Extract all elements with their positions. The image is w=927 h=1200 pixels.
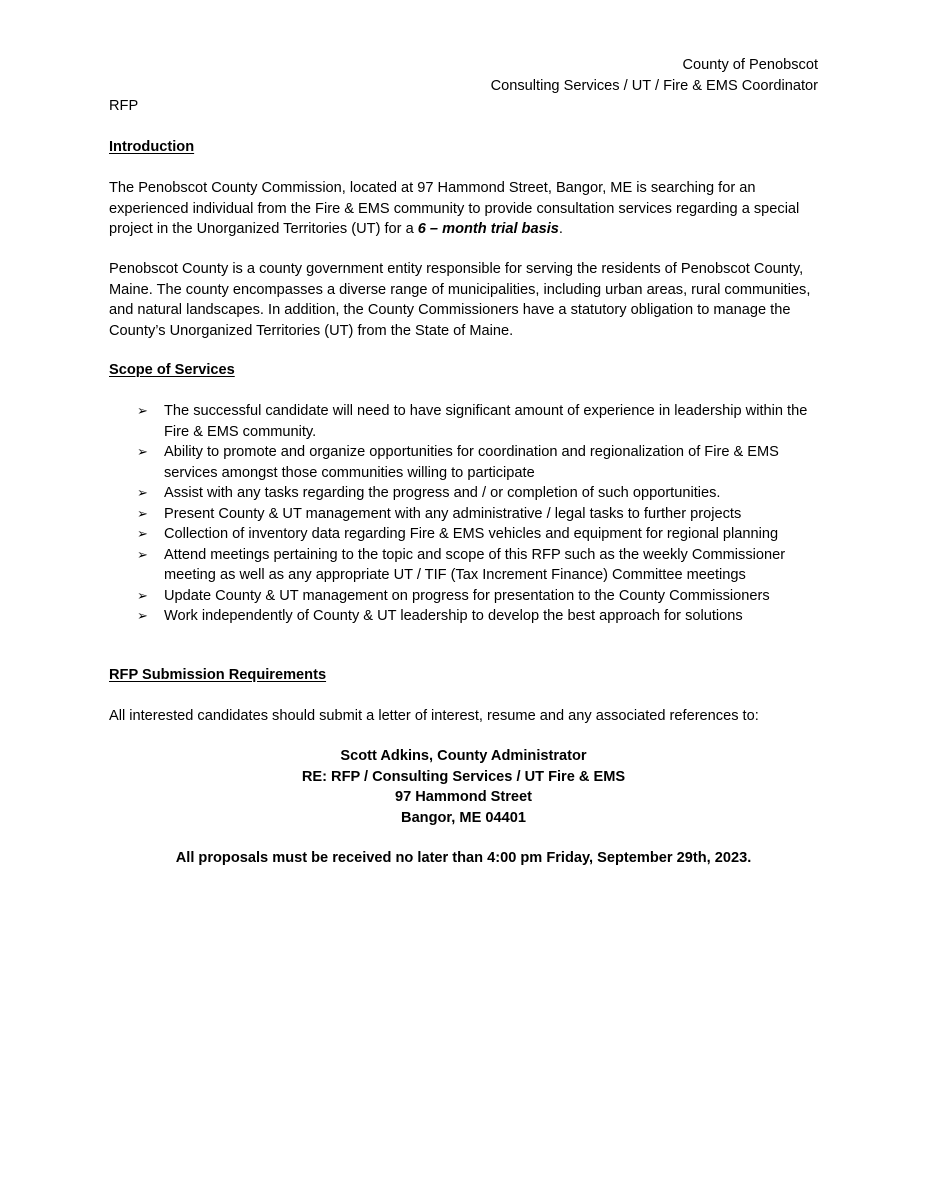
arrowhead-bullet-icon: ➢ <box>137 444 148 459</box>
header-subject: Consulting Services / UT / Fire & EMS Coordinator <box>490 77 818 94</box>
mailing-address <box>0 746 927 828</box>
list-item-text: Work independently of County & UT leadership to develop the best approach for solutions <box>164 608 743 624</box>
list-item <box>137 586 827 607</box>
arrowhead-bullet-icon: ➢ <box>137 485 148 500</box>
list-item <box>137 545 827 586</box>
arrowhead-bullet-icon: ➢ <box>137 505 148 521</box>
submission-heading: RFP Submission Requirements <box>109 667 327 683</box>
list-item-text: Present County & UT management with any administrative / legal tasks to further projects <box>164 505 742 522</box>
introduction-paragraph-2: Penobscot County is a county government entity responsible for serving the residents of Penobscot County, Maine. The county encompasses a diverse range of municipalities, including urban areas, rural communities, and natural landscapes. In addition, the County Commissioners have a statutory obligation to manage the County’s Unorganized Territories (UT) from the State of Maine. <box>109 261 811 339</box>
submission-instructions: All interested candidates should submit a letter of interest, resume and any associated references to: <box>109 708 759 724</box>
header-organization: County of Penobscot <box>682 57 818 73</box>
list-item-text: Ability to promote and organize opportunities for coordination and regionalization of Fire & EMS services amongst those communities willing to participate <box>164 444 779 481</box>
submission-deadline: All proposals must be received no later than 4:00 pm Friday, September 29th, 2023. <box>175 850 752 866</box>
arrowhead-bullet-icon: ➢ <box>137 587 148 603</box>
list-item <box>137 524 827 545</box>
list-item <box>137 401 827 442</box>
list-item <box>137 483 827 504</box>
address-reference: RE: RFP / Consulting Services / UT Fire & EMS <box>301 768 626 785</box>
arrowhead-bullet-icon: ➢ <box>137 403 148 418</box>
list-item-text: Update County & UT management on progress for presentation to the County Commissioners <box>164 587 770 604</box>
arrowhead-bullet-icon: ➢ <box>137 546 148 562</box>
list-item-text: Assist with any tasks regarding the progress and / or completion of such opportunities. <box>164 485 721 501</box>
list-item-text: The successful candidate will need to have significant amount of experience in leadership within the Fire & EMS community. <box>164 403 808 440</box>
scope-heading: Scope of Services <box>109 362 235 378</box>
arrowhead-bullet-icon: ➢ <box>137 608 148 623</box>
list-item <box>137 504 827 525</box>
list-item-text: Collection of inventory data regarding Fire & EMS vehicles and equipment for regional planning <box>164 526 779 542</box>
address-recipient: Scott Adkins, County Administrator <box>340 748 587 764</box>
list-item-text: Attend meetings pertaining to the topic and scope of this RFP such as the weekly Commissioner meeting as well as any appropriate UT / TIF (Tax Increment Finance) Committee meetings <box>164 546 786 583</box>
address-street: 97 Hammond Street <box>394 789 533 805</box>
list-item <box>137 606 827 627</box>
scope-list <box>137 401 827 627</box>
address-city: Bangor, ME 04401 <box>401 809 526 826</box>
introduction-heading: Introduction <box>109 139 195 155</box>
introduction-paragraph-1 <box>109 178 821 240</box>
document-header <box>491 55 818 96</box>
arrowhead-bullet-icon: ➢ <box>137 526 148 541</box>
intro-p1-end: . <box>558 221 563 237</box>
trial-basis-emphasis: 6 – month trial basis <box>417 221 559 237</box>
rfp-label: RFP <box>109 98 139 114</box>
intro-p1-text: The Penobscot County Commission, located at 97 Hammond Street, Bangor, ME is searching for an experienced individual from the Fire & EMS community to provide consultation services regarding a special project in the Unorganized Territories (UT) for a <box>109 180 800 237</box>
list-item <box>137 442 827 483</box>
